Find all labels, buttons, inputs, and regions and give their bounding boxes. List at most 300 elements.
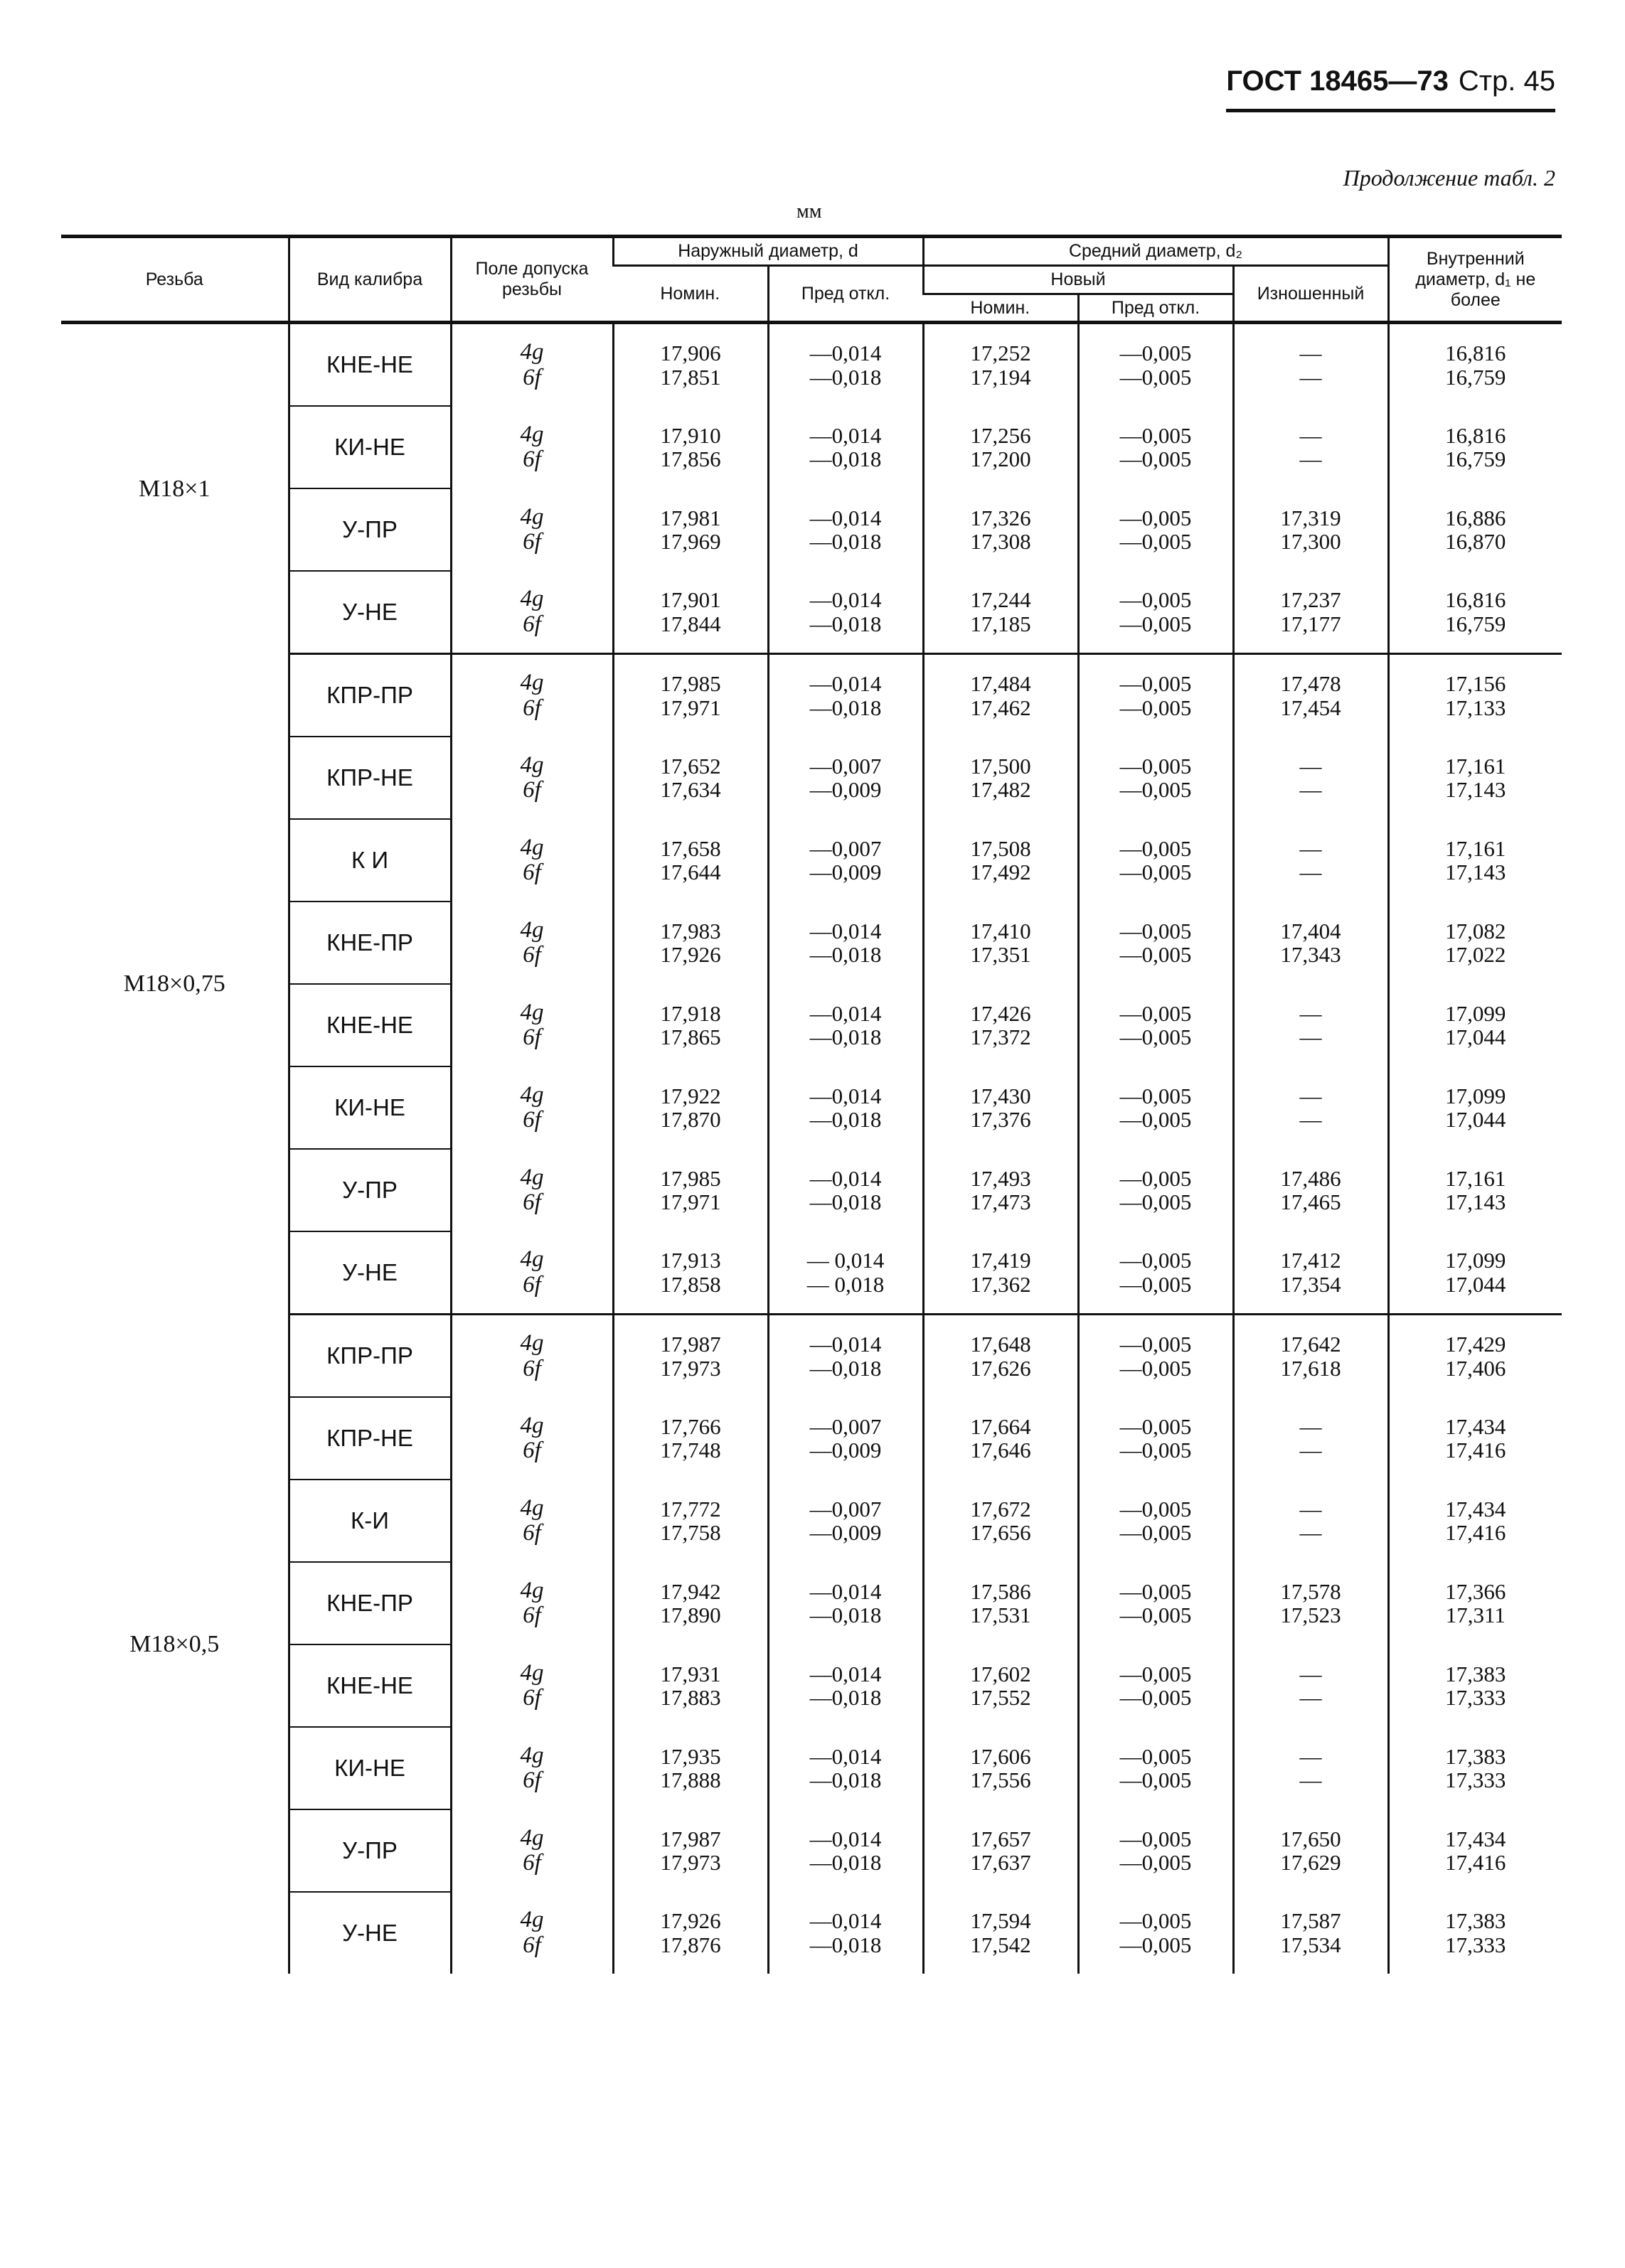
inner-diameter-cell-value: 17,366 (1445, 1578, 1506, 1604)
inner-diameter-cell-value: 17,416 (1445, 1850, 1506, 1876)
pitch-worn-cell-value: — (1299, 446, 1322, 472)
outer-deviation-cell-value: —0,018 (809, 1767, 882, 1793)
pitch-deviation-cell-value: —0,005 (1119, 1355, 1192, 1381)
pitch-deviation-cell (1078, 737, 1233, 819)
outer-deviation-cell (768, 488, 923, 571)
inner-diameter-cell-value: 17,133 (1445, 695, 1506, 720)
pitch-worn-cell-value: 17,587 (1280, 1908, 1341, 1934)
pitch-deviation-cell-value: —0,005 (1119, 835, 1192, 861)
pitch-worn-cell-value: — (1299, 1520, 1322, 1546)
tolerance-cell-value: 4g (520, 1824, 544, 1851)
tolerance-cell-value: 6f (523, 1603, 541, 1629)
col-pitch-nominal: Номин. (923, 294, 1078, 323)
gauge-type-cell: КНЕ-ПР (289, 902, 451, 984)
gauge-type-cell: К И (289, 819, 451, 902)
inner-diameter-cell-value: 17,429 (1445, 1332, 1506, 1357)
outer-nominal-cell-value: 17,987 (660, 1332, 721, 1357)
outer-nominal-cell-value: 17,748 (660, 1438, 721, 1463)
tolerance-cell (451, 1231, 613, 1315)
pitch-worn-cell-value: 17,618 (1280, 1355, 1341, 1381)
pitch-deviation-cell-value: —0,005 (1119, 860, 1192, 885)
pitch-deviation-cell (1078, 902, 1233, 984)
outer-nominal-cell-value: 17,918 (660, 1000, 721, 1026)
inner-diameter-cell-value: 16,759 (1445, 446, 1506, 472)
pitch-deviation-cell-value: —0,005 (1119, 529, 1192, 555)
pitch-deviation-cell-value: —0,005 (1119, 1025, 1192, 1050)
pitch-nominal-cell-value: 17,194 (970, 364, 1031, 390)
inner-diameter-cell (1388, 1892, 1562, 1974)
units-label: мм (796, 200, 822, 223)
pitch-nominal-cell (923, 1231, 1078, 1315)
page-number: Стр. 45 (1458, 65, 1555, 97)
inner-diameter-cell-value: 16,816 (1445, 587, 1506, 613)
pitch-deviation-cell (1078, 819, 1233, 902)
pitch-nominal-cell-value: 17,602 (970, 1661, 1031, 1686)
outer-deviation-cell-value: —0,009 (809, 1520, 882, 1546)
pitch-nominal-cell (923, 902, 1078, 984)
tolerance-cell-value: 6f (523, 611, 541, 637)
inner-diameter-cell-value: 16,886 (1445, 505, 1506, 530)
tolerance-cell-value: 6f (523, 446, 541, 473)
pitch-worn-cell (1233, 654, 1388, 737)
pitch-worn-cell-value: — (1299, 1661, 1322, 1686)
pitch-worn-cell (1233, 819, 1388, 902)
inner-diameter-cell-value: 17,383 (1445, 1661, 1506, 1686)
pitch-worn-cell-value: — (1299, 1496, 1322, 1521)
outer-nominal-cell-value: 17,987 (660, 1826, 721, 1851)
inner-diameter-cell (1388, 1149, 1562, 1231)
inner-diameter-cell (1388, 1562, 1562, 1644)
outer-deviation-cell (768, 323, 923, 407)
outer-nominal-cell-value: 17,971 (660, 1189, 721, 1215)
tolerance-cell-value: 6f (523, 1025, 541, 1051)
pitch-deviation-cell (1078, 1397, 1233, 1480)
pitch-deviation-cell-value: —0,005 (1119, 1083, 1192, 1108)
pitch-worn-cell-value: 17,319 (1280, 505, 1341, 530)
tolerance-cell-value: 4g (520, 339, 544, 365)
tolerance-cell-value: 4g (520, 1330, 544, 1357)
pitch-deviation-cell-value: —0,005 (1119, 587, 1192, 613)
pitch-nominal-cell (923, 1315, 1078, 1398)
pitch-nominal-cell-value: 17,462 (970, 695, 1031, 720)
inner-diameter-cell (1388, 819, 1562, 902)
outer-nominal-cell (613, 488, 768, 571)
outer-nominal-cell-value: 17,652 (660, 753, 721, 779)
outer-deviation-cell-value: —0,018 (809, 1189, 882, 1215)
pitch-nominal-cell (923, 1066, 1078, 1149)
tolerance-cell-value: 6f (523, 1932, 541, 1958)
outer-nominal-cell (613, 571, 768, 654)
pitch-worn-cell (1233, 1644, 1388, 1727)
col-tolerance-field: Поле допуска резьбы (451, 237, 613, 323)
tolerance-cell-value: 4g (520, 1659, 544, 1686)
tolerance-cell (451, 488, 613, 571)
pitch-deviation-cell-value: —0,005 (1119, 1932, 1192, 1957)
pitch-worn-cell-value: 17,300 (1280, 529, 1341, 555)
outer-nominal-cell-value: 17,913 (660, 1248, 721, 1273)
pitch-nominal-cell (923, 1809, 1078, 1892)
pitch-deviation-cell-value: —0,005 (1119, 1438, 1192, 1463)
pitch-nominal-cell-value: 17,626 (970, 1355, 1031, 1381)
pitch-nominal-cell-value: 17,482 (970, 777, 1031, 803)
outer-nominal-cell-value: 17,890 (660, 1603, 721, 1628)
pitch-deviation-cell (1078, 1066, 1233, 1149)
outer-nominal-cell-value: 17,766 (660, 1413, 721, 1439)
outer-nominal-cell (613, 1480, 768, 1562)
pitch-worn-cell (1233, 1809, 1388, 1892)
tolerance-cell (451, 406, 613, 488)
tolerance-cell-value: 4g (520, 1412, 544, 1438)
outer-nominal-cell (613, 1231, 768, 1315)
outer-deviation-cell-value: —0,007 (809, 753, 882, 779)
outer-deviation-cell-value: —0,018 (809, 1685, 882, 1711)
thread-designation: М18×1 (139, 476, 211, 502)
tolerance-cell (451, 1315, 613, 1398)
pitch-worn-cell (1233, 1066, 1388, 1149)
pitch-nominal-cell-value: 17,252 (970, 341, 1031, 366)
pitch-deviation-cell-value: —0,005 (1119, 1661, 1192, 1686)
outer-nominal-cell-value: 17,634 (660, 777, 721, 803)
inner-diameter-cell-value: 17,333 (1445, 1685, 1506, 1711)
outer-nominal-cell-value: 17,883 (660, 1685, 721, 1711)
outer-nominal-cell (613, 1809, 768, 1892)
pitch-nominal-cell (923, 1149, 1078, 1231)
outer-deviation-cell-value: —0,014 (809, 1743, 882, 1769)
pitch-nominal-cell-value: 17,351 (970, 942, 1031, 968)
outer-deviation-cell-value: —0,014 (809, 918, 882, 943)
outer-deviation-cell-value: —0,014 (809, 1661, 882, 1686)
outer-nominal-cell (613, 1066, 768, 1149)
pitch-deviation-cell-value: —0,005 (1119, 1496, 1192, 1521)
inner-diameter-cell-value: 17,143 (1445, 1189, 1506, 1215)
outer-nominal-cell-value: 17,983 (660, 918, 721, 943)
outer-nominal-cell (613, 323, 768, 407)
pitch-deviation-cell-value: —0,005 (1119, 1000, 1192, 1026)
outer-nominal-cell-value: 17,658 (660, 835, 721, 861)
inner-diameter-cell-value: 17,143 (1445, 777, 1506, 803)
inner-diameter-cell-value: 17,044 (1445, 1107, 1506, 1133)
col-thread: Резьба (61, 237, 289, 323)
tolerance-cell-value: 6f (523, 1685, 541, 1711)
outer-deviation-cell (768, 1892, 923, 1974)
inner-diameter-cell-value: 17,044 (1445, 1025, 1506, 1050)
pitch-nominal-cell-value: 17,594 (970, 1908, 1031, 1934)
outer-nominal-cell-value: 17,888 (660, 1767, 721, 1793)
outer-deviation-cell-value: —0,014 (809, 1165, 882, 1191)
outer-deviation-cell (768, 737, 923, 819)
col-outer-deviation: Пред откл. (768, 265, 923, 323)
outer-deviation-cell-value: —0,018 (809, 695, 882, 720)
gauge-type-cell: КПР-ПР (289, 654, 451, 737)
pitch-deviation-cell-value: —0,005 (1119, 1603, 1192, 1628)
outer-nominal-cell-value: 17,910 (660, 422, 721, 448)
outer-deviation-cell-value: —0,009 (809, 1438, 882, 1463)
gauge-type-cell: У-ПР (289, 488, 451, 571)
outer-nominal-cell-value: 17,758 (660, 1520, 721, 1546)
inner-diameter-cell-value: 17,416 (1445, 1438, 1506, 1463)
tolerance-cell-value: 4g (520, 751, 544, 778)
outer-nominal-cell (613, 984, 768, 1066)
pitch-deviation-cell-value: —0,005 (1119, 364, 1192, 390)
pitch-deviation-cell (1078, 1149, 1233, 1231)
pitch-nominal-cell-value: 17,430 (970, 1083, 1031, 1108)
outer-deviation-cell (768, 406, 923, 488)
inner-diameter-cell-value: 17,022 (1445, 942, 1506, 968)
pitch-nominal-cell-value: 17,648 (970, 1332, 1031, 1357)
tolerance-cell-value: 4g (520, 834, 544, 860)
gauge-type-cell: КПР-НЕ (289, 737, 451, 819)
inner-diameter-cell-value: 17,434 (1445, 1496, 1506, 1521)
pitch-nominal-cell-value: 17,492 (970, 860, 1031, 885)
pitch-deviation-cell-value: —0,005 (1119, 1165, 1192, 1191)
outer-deviation-cell-value: —0,014 (809, 341, 882, 366)
outer-deviation-cell-value: —0,018 (809, 1850, 882, 1876)
outer-deviation-cell (768, 1315, 923, 1398)
thread-designation: М18×0,5 (129, 1630, 220, 1657)
pitch-deviation-cell-value: —0,005 (1119, 1908, 1192, 1934)
outer-deviation-cell (768, 1149, 923, 1231)
pitch-nominal-cell-value: 17,426 (970, 1000, 1031, 1026)
tolerance-cell-value: 6f (523, 1107, 541, 1133)
pitch-worn-cell (1233, 1892, 1388, 1974)
pitch-worn-cell-value: — (1299, 1000, 1322, 1026)
inner-diameter-cell (1388, 654, 1562, 737)
pitch-worn-cell-value: — (1299, 860, 1322, 885)
pitch-nominal-cell-value: 17,256 (970, 422, 1031, 448)
inner-diameter-cell (1388, 1066, 1562, 1149)
tolerance-cell (451, 571, 613, 654)
inner-diameter-cell (1388, 406, 1562, 488)
gauge-type-cell: У-НЕ (289, 1892, 451, 1974)
outer-nominal-cell (613, 1727, 768, 1809)
outer-deviation-cell-value: — 0,014 (806, 1248, 885, 1273)
inner-diameter-cell (1388, 1397, 1562, 1480)
outer-deviation-cell-value: —0,009 (809, 860, 882, 885)
pitch-nominal-cell-value: 17,493 (970, 1165, 1031, 1191)
outer-deviation-cell (768, 1562, 923, 1644)
pitch-nominal-cell (923, 1727, 1078, 1809)
outer-nominal-cell (613, 902, 768, 984)
inner-diameter-cell (1388, 1644, 1562, 1727)
outer-deviation-cell-value: —0,018 (809, 942, 882, 968)
tolerance-cell-value: 4g (520, 1164, 544, 1190)
outer-deviation-cell-value: —0,014 (809, 1578, 882, 1604)
pitch-deviation-cell-value: —0,005 (1119, 446, 1192, 472)
pitch-nominal-cell-value: 17,185 (970, 611, 1031, 636)
outer-nominal-cell-value: 17,844 (660, 611, 721, 636)
tolerance-cell-value: 4g (520, 503, 544, 530)
outer-deviation-cell-value: —0,014 (809, 587, 882, 613)
tolerance-cell (451, 1644, 613, 1727)
outer-deviation-cell (768, 902, 923, 984)
outer-deviation-cell-value: —0,014 (809, 1826, 882, 1851)
pitch-worn-cell (1233, 323, 1388, 407)
pitch-worn-cell-value: — (1299, 364, 1322, 390)
gauge-type-cell: КИ-НЕ (289, 1066, 451, 1149)
inner-diameter-cell (1388, 737, 1562, 819)
outer-deviation-cell-value: —0,009 (809, 777, 882, 803)
inner-diameter-cell-value: 17,099 (1445, 1083, 1506, 1108)
pitch-worn-cell-value: — (1299, 1083, 1322, 1108)
tolerance-cell-value: 4g (520, 999, 544, 1025)
pitch-nominal-cell-value: 17,664 (970, 1413, 1031, 1439)
pitch-nominal-cell (923, 406, 1078, 488)
outer-deviation-cell-value: —0,014 (809, 1083, 882, 1108)
outer-nominal-cell-value: 17,906 (660, 341, 721, 366)
inner-diameter-cell-value: 16,870 (1445, 529, 1506, 555)
pitch-worn-cell-value: 17,629 (1280, 1850, 1341, 1876)
tolerance-cell-value: 6f (523, 1438, 541, 1464)
pitch-deviation-cell-value: —0,005 (1119, 1743, 1192, 1769)
table-row (61, 323, 1562, 407)
table-continuation-note: Продолжение табл. 2 (1343, 165, 1555, 191)
outer-nominal-cell (613, 737, 768, 819)
pitch-worn-cell-value: — (1299, 422, 1322, 448)
col-pitch-diameter: Средний диаметр, d₂ (923, 237, 1388, 266)
outer-nominal-cell (613, 1315, 768, 1398)
thread-designation: М18×0,75 (123, 970, 225, 997)
inner-diameter-cell-value: 17,099 (1445, 1248, 1506, 1273)
pitch-worn-cell (1233, 1562, 1388, 1644)
pitch-nominal-cell (923, 1644, 1078, 1727)
tolerance-cell (451, 1397, 613, 1480)
pitch-nominal-cell-value: 17,672 (970, 1496, 1031, 1521)
pitch-worn-cell-value: 17,354 (1280, 1271, 1341, 1297)
pitch-worn-cell-value: — (1299, 1107, 1322, 1133)
outer-deviation-cell-value: —0,018 (809, 364, 882, 390)
inner-diameter-cell-value: 17,161 (1445, 1165, 1506, 1191)
tolerance-cell-value: 6f (523, 860, 541, 886)
outer-deviation-cell-value: — 0,018 (806, 1271, 885, 1297)
tolerance-cell (451, 1892, 613, 1974)
inner-diameter-cell (1388, 1231, 1562, 1315)
page-header (1226, 65, 1555, 112)
pitch-nominal-cell-value: 17,308 (970, 529, 1031, 555)
outer-deviation-cell (768, 571, 923, 654)
tolerance-cell (451, 1066, 613, 1149)
pitch-nominal-cell (923, 488, 1078, 571)
tolerance-cell (451, 1562, 613, 1644)
outer-deviation-cell-value: —0,014 (809, 1908, 882, 1934)
pitch-worn-cell-value: 17,412 (1280, 1248, 1341, 1273)
pitch-nominal-cell-value: 17,508 (970, 835, 1031, 861)
pitch-worn-cell-value: — (1299, 1438, 1322, 1463)
pitch-deviation-cell (1078, 1727, 1233, 1809)
tolerance-cell-value: 6f (523, 1189, 541, 1216)
pitch-nominal-cell-value: 17,244 (970, 587, 1031, 613)
col-pitch-deviation: Пред откл. (1078, 294, 1233, 323)
outer-nominal-cell (613, 654, 768, 737)
outer-nominal-cell-value: 17,922 (660, 1083, 721, 1108)
pitch-worn-cell-value: 17,642 (1280, 1332, 1341, 1357)
tolerance-cell-value: 4g (520, 1081, 544, 1108)
pitch-worn-cell-value: 17,578 (1280, 1578, 1341, 1604)
pitch-deviation-cell-value: —0,005 (1119, 753, 1192, 779)
outer-deviation-cell (768, 1727, 923, 1809)
pitch-deviation-cell (1078, 1562, 1233, 1644)
outer-nominal-cell-value: 17,931 (660, 1661, 721, 1686)
outer-nominal-cell-value: 17,971 (660, 695, 721, 720)
outer-deviation-cell (768, 1066, 923, 1149)
outer-deviation-cell-value: —0,018 (809, 1025, 882, 1050)
pitch-deviation-cell (1078, 1892, 1233, 1974)
inner-diameter-cell (1388, 571, 1562, 654)
pitch-nominal-cell (923, 1892, 1078, 1974)
tolerance-cell-value: 4g (520, 1907, 544, 1933)
pitch-nominal-cell-value: 17,606 (970, 1743, 1031, 1769)
inner-diameter-cell-value: 17,099 (1445, 1000, 1506, 1026)
outer-nominal-cell (613, 1562, 768, 1644)
pitch-deviation-cell-value: —0,005 (1119, 1332, 1192, 1357)
outer-nominal-cell-value: 17,935 (660, 1743, 721, 1769)
tolerance-cell-value: 6f (523, 942, 541, 968)
pitch-worn-cell (1233, 406, 1388, 488)
tolerance-cell (451, 984, 613, 1066)
pitch-worn-cell (1233, 1727, 1388, 1809)
pitch-deviation-cell-value: —0,005 (1119, 1271, 1192, 1297)
inner-diameter-cell (1388, 902, 1562, 984)
outer-nominal-cell-value: 17,985 (660, 1165, 721, 1191)
gauge-type-cell: КНЕ-НЕ (289, 323, 451, 407)
pitch-nominal-cell (923, 571, 1078, 654)
inner-diameter-cell-value: 17,333 (1445, 1767, 1506, 1793)
pitch-deviation-cell (1078, 1809, 1233, 1892)
inner-diameter-cell-value: 17,333 (1445, 1932, 1506, 1957)
tolerance-cell (451, 1149, 613, 1231)
outer-nominal-cell-value: 17,870 (660, 1107, 721, 1133)
tolerance-cell-value: 6f (523, 1767, 541, 1794)
pitch-nominal-cell-value: 17,362 (970, 1271, 1031, 1297)
pitch-worn-cell-value: — (1299, 1767, 1322, 1793)
col-outer-nominal: Номин. (613, 265, 768, 323)
tolerance-cell (451, 819, 613, 902)
pitch-nominal-cell-value: 17,376 (970, 1107, 1031, 1133)
pitch-deviation-cell-value: —0,005 (1119, 505, 1192, 530)
outer-nominal-cell-value: 17,942 (660, 1578, 721, 1604)
outer-deviation-cell (768, 1397, 923, 1480)
col-gauge-type: Вид калибра (289, 237, 451, 323)
outer-nominal-cell-value: 17,772 (660, 1496, 721, 1521)
pitch-deviation-cell-value: —0,005 (1119, 671, 1192, 697)
pitch-nominal-cell-value: 17,542 (970, 1932, 1031, 1957)
outer-nominal-cell (613, 406, 768, 488)
pitch-nominal-cell (923, 1562, 1078, 1644)
pitch-deviation-cell-value: —0,005 (1119, 1826, 1192, 1851)
inner-diameter-cell (1388, 1727, 1562, 1809)
gauge-type-cell: КИ-НЕ (289, 1727, 451, 1809)
pitch-deviation-cell (1078, 1480, 1233, 1562)
pitch-nominal-cell (923, 819, 1078, 902)
outer-nominal-cell-value: 17,969 (660, 529, 721, 555)
outer-deviation-cell-value: —0,014 (809, 505, 882, 530)
tolerance-cell-value: 6f (523, 777, 541, 803)
outer-nominal-cell (613, 1149, 768, 1231)
outer-nominal-cell-value: 17,926 (660, 942, 721, 968)
outer-deviation-cell-value: —0,014 (809, 422, 882, 448)
outer-nominal-cell-value: 17,876 (660, 1932, 721, 1957)
tolerance-cell-value: 6f (523, 1520, 541, 1546)
gauge-type-cell: К-И (289, 1480, 451, 1562)
pitch-nominal-cell-value: 17,637 (970, 1850, 1031, 1876)
table-row (61, 654, 1562, 737)
pitch-worn-cell-value: 17,534 (1280, 1932, 1341, 1957)
pitch-worn-cell-value: 17,523 (1280, 1603, 1341, 1628)
pitch-nominal-cell-value: 17,500 (970, 753, 1031, 779)
pitch-deviation-cell-value: —0,005 (1119, 942, 1192, 968)
tolerance-cell-value: 4g (520, 670, 544, 696)
pitch-nominal-cell-value: 17,556 (970, 1767, 1031, 1793)
gauge-type-cell: КПР-ПР (289, 1315, 451, 1398)
